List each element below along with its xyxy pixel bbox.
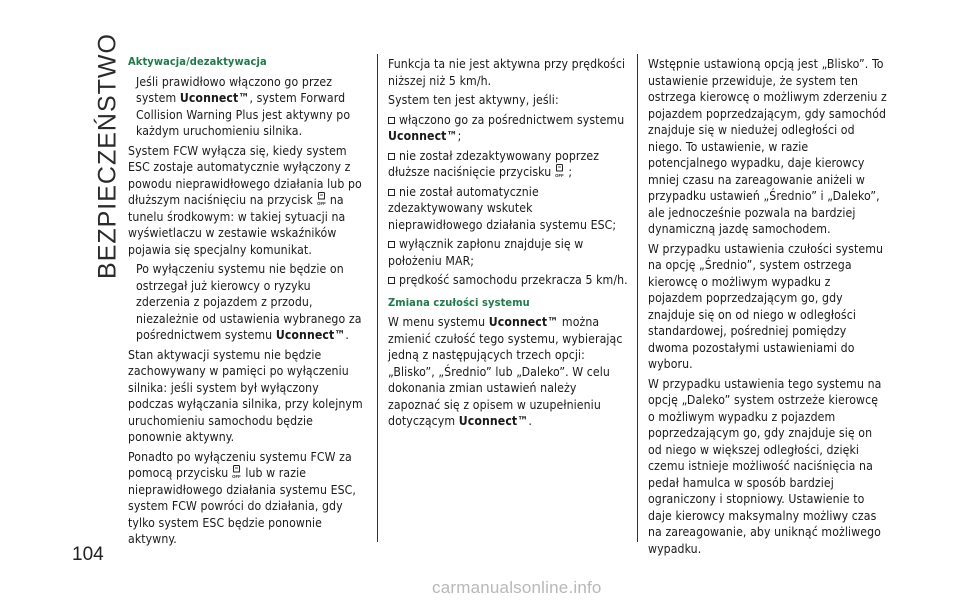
text: Po wyłączeniu systemu nie będzie on ostrzegał już kierowcy o ryzyku zderzenia z pojazdem z przodu, niezależnie od ustawienia wybranego za pośrednictwem systemu (136, 262, 362, 342)
text: nie został zdezaktywowany poprzez dłuższe naciśnięcie przycisku (388, 148, 600, 179)
fcw-off-icon (231, 465, 242, 479)
paragraph (128, 143, 364, 259)
text: Jeśli prawidłowo włączono go przez system (136, 74, 333, 105)
text: Ponadto po wyłączeniu systemu FCW za pomocą przycisku (128, 449, 352, 480)
text: . (528, 414, 532, 428)
paragraph: Funkcja ta nie jest aktywna przy prędkości niższej niż 5 km/h. (388, 57, 626, 88)
text: można zmienić czułość tego systemu, wybierając jedną z następujących trzech opcji: „Blisko”, „Średnio” lub „Daleko”. W celu dokonania zmian ustawień należy zapoznać się z opisem w uzupełnieniu dotyczącym (388, 315, 623, 428)
uconnect-term: Uconnect™ (275, 328, 346, 342)
paragraph (388, 314, 628, 430)
column-left (128, 54, 364, 551)
fcw-off-icon (316, 192, 327, 206)
list-item (388, 236, 628, 269)
text: . (345, 328, 350, 342)
paragraph: System ten jest aktywny, jeśli: (388, 93, 559, 107)
list-item (388, 272, 628, 289)
paragraph: Wstępnie ustawioną opcją jest „Blisko”. To ustawienie przewiduje, że system ten ostrzega kierowcę o możliwym zderzeniu z pojazdem poprzedzającym, gdy samochód znajduje się w niedużej odległości od niego. To ustawienie, w razie potencjalnego wypadku, daje kierowcy mniej czasu na zareagowanie aniżeli w przypadku ustawień „Średnio” i „Daleko”, ale jednocześnie pozwala na bardziej dynamiczną jazdę samochodem. (648, 57, 887, 236)
square-bullet-icon (388, 189, 395, 196)
text: na tunelu środkowym: w takiej sytuacji na wyświetlaczu w zestawie wskaźników pojawia się specjalny komunikat. (128, 193, 346, 257)
fcw-off-icon (554, 164, 565, 178)
paragraph: Stan aktywacji systemu nie będzie zachowywany w pamięci po wyłączeniu silnika: jeśli system był wyłączony podczas wyłączania silnika, przy kolejnym uruchomieniu samochodu będzie ponownie aktywny. (128, 347, 363, 444)
watermark-link[interactable]: carmanualsonline.info (432, 578, 602, 597)
paragraph: W przypadku ustawienia czułości systemu na opcję „Średnio”, system ostrzega kierowcę o możliwym wypadku z pojazdem poprzedzającym go, gdy znajduje się on od niego w odległości standardowej, pośredniej pomiędzy dwoma pozostałymi ustawieniami do wyboru. (648, 241, 884, 371)
paragraph (128, 449, 364, 548)
text: , system Forward Collision Warning Plus jest aktywny po każdym uruchomieniu silnika. (136, 91, 351, 138)
column-divider (637, 54, 638, 542)
uconnect-term: Uconnect™ (388, 129, 458, 143)
uconnect-term: Uconnect™ (488, 315, 559, 329)
section-heading: Aktywacja/dezaktywacja (128, 55, 267, 68)
square-bullet-icon (388, 117, 395, 124)
column-divider (377, 54, 378, 542)
svg-text:OFF: OFF (555, 173, 565, 178)
text: prędkość samochodu przekracza 5 km/h. (399, 273, 628, 287)
list-item (388, 148, 628, 181)
page-number: 104 (72, 544, 104, 565)
text: włączono go za pośrednictwem systemu (399, 112, 625, 127)
square-bullet-icon (388, 153, 395, 160)
section-title: BEZPIECZEŃSTWO (93, 33, 122, 279)
text: ; (457, 129, 462, 143)
paragraph: W przypadku ustawienia tego systemu na opcję „Daleko” system ostrzeże kierowcę o możliwym wypadku z pojazdem poprzedzającym go, gdy znajduje się on od niego w większej odległości, dzięki czemu istnieje możliwość naciśnięcia na pedał hamulca w sposób bardziej ograniczony i stopniowy. Ustawienie to daje kierowcy maksymalny możliwy czas na zareagowanie, aby uniknąć możliwego wypadku. (648, 376, 882, 556)
paragraph (128, 261, 364, 344)
text: ; (568, 165, 573, 179)
square-bullet-icon (388, 241, 395, 248)
text: lub w razie nieprawidłowego działania systemu ESC, system FCW powróci do działania, gdy tylko system ESC będzie ponownie aktywny. (128, 466, 357, 546)
uconnect-term: Uconnect™ (179, 91, 250, 105)
list-item (388, 112, 628, 145)
list-item (388, 184, 628, 234)
svg-text:OFF: OFF (232, 474, 242, 479)
column-right (648, 56, 888, 560)
uconnect-term: Uconnect™ (458, 414, 529, 428)
paragraph (128, 74, 364, 140)
column-middle (388, 56, 628, 433)
section-tab (88, 33, 128, 279)
text: wyłącznik zapłonu znajduje się w położeniu MAR; (388, 237, 584, 268)
text: System FCW wyłącza się, kiedy system ESC zostaje automatycznie wyłączony z powodu nieprawidłowego działania lub po dłuższym naciśnięciu na przycisk (128, 143, 362, 207)
text: W menu systemu (388, 315, 489, 329)
svg-text:OFF: OFF (316, 201, 326, 206)
square-bullet-icon (388, 277, 395, 284)
section-heading: Zmiana czułości systemu (388, 295, 530, 309)
text: nie został automatycznie zdezaktywowany wskutek nieprawidłowego działania systemu ESC; (388, 184, 617, 232)
